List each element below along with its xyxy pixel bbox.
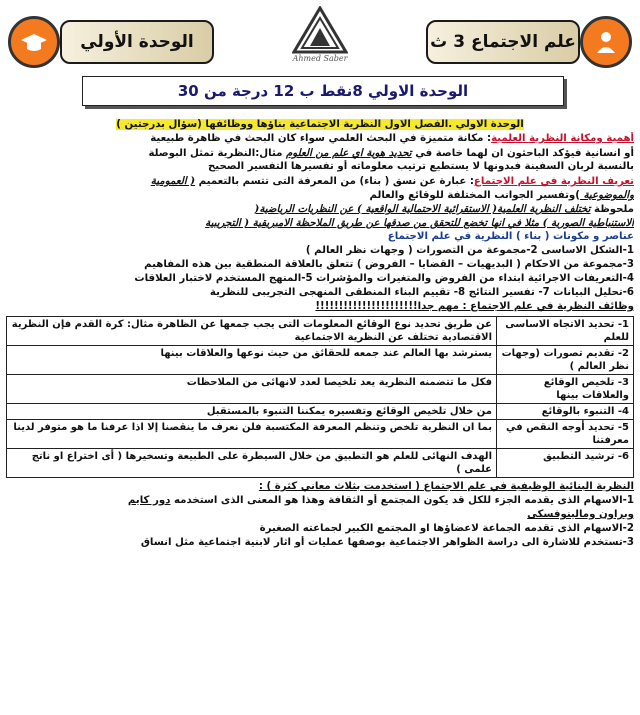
heading-structural-functional: النظرية البنائية الوظيفية في علم الاجتماع ( استخدمت بثلاث معاني كثرة ) :: [258, 481, 634, 492]
text-span: : مكانة متميزة في البحث العلمي سواء كان البحث في ظاهرة طبيعية: [150, 133, 492, 144]
text-span: 1-الشكل الاساسى 2-مجموعة من التصورات ( وجهات نظر العالم ): [305, 245, 634, 256]
text-span: )وتفسير الجوانب المختلفة للوقائع والعالم: [369, 190, 580, 201]
function-name: 5- تحديد أوجه النقص في معرفتنا: [497, 420, 634, 449]
text-line: [6, 174, 634, 188]
table-row: [7, 346, 634, 375]
text-span: 6-تحليل البيانات 7- تفسير النتائج 8- تقييم البناء المنطقى المنهجى التجريبى للنظرية: [209, 287, 634, 298]
text-span: والموضوعية: [579, 189, 634, 201]
function-name: 4- التنبوء بالوقائع: [497, 404, 634, 420]
text-span: مثال:النظرية تمثل البوصلة: [148, 148, 286, 159]
text-line: [6, 300, 634, 314]
text-line: [6, 160, 634, 174]
table-row: [7, 375, 634, 404]
table-row: [7, 420, 634, 449]
text-span: 1-الاسهام الذى يقدمه الجزء للكل قد يكون المجتمع أو الثقافة وهذا هو المعنى الذى استخدمه: [170, 495, 634, 506]
text-span: الاستنباطية الصورية ) مثلا في انها تخضع للتحقق من صدقها عن طريق الملاحظة الامبريقية ( التجريبية: [205, 217, 634, 229]
text-span: وبراون ومالينوفسكى: [527, 509, 634, 520]
text-line: [6, 216, 634, 230]
text-span: ( العمومية: [150, 175, 196, 187]
text-line: [6, 230, 634, 244]
page-title: [82, 76, 564, 106]
text-line: [6, 522, 634, 536]
chapter-heading: [6, 118, 634, 132]
text-line: [6, 188, 634, 202]
text-line: [6, 494, 634, 508]
unit-label: الوحدة الأولي: [80, 32, 194, 52]
text-line: [6, 202, 634, 216]
functions-table: [6, 316, 634, 478]
graduation-cap-icon: [8, 16, 60, 68]
table-row: [7, 404, 634, 420]
subject-label: علم الاجتماع 3 ث: [430, 32, 576, 52]
text-line: [6, 244, 634, 258]
subject-badge: [426, 20, 580, 64]
text-span: 2-الاسهام الذى تقدمه الجماعة لاعضاؤها او المجتمع الكبير لجماعته الصغيرة: [259, 523, 634, 534]
function-name: 2- تقديم تصورات (وجهات نظر العالم ): [497, 346, 634, 375]
teacher-icon: [580, 16, 632, 68]
triangle-logo-icon: [292, 6, 348, 54]
document-body: [6, 118, 634, 550]
heading-elements: عناصر و مكونات ( بناء ) النظرية في علم الاجتماع: [387, 231, 634, 242]
text-line: [6, 536, 634, 550]
heading-importance: أهمية ومكانة النظرية العلمية: [491, 133, 634, 144]
text-line: [6, 132, 634, 146]
table-row: [7, 449, 634, 478]
text-line: [6, 508, 634, 522]
function-name: 1- تحديد الاتجاه الاساسى للعلم: [497, 317, 634, 346]
text-span: أو انسانية فيؤكد الباحثون ان لهما خاصة في: [411, 148, 634, 159]
function-description: عن طريق تحديد نوع الوقائع المعلومات التى يجب جمعها عن الظاهرة مثال: كرة القدم فإن النظرية الاقتصادية تختلف عن النظرية الاجتماعية: [7, 317, 497, 346]
text-span: 4-التعريفات الاجرائية ابتداء من الفروض والمتغيرات والمؤشرات 5-المنهج المستخدم لاختبار العلاقات: [134, 273, 634, 284]
function-description: من خلال تلخيص الوقائع وتفسيره يمكننا التنبوء بالمستقبل: [7, 404, 497, 420]
text-span: : عبارة عن نسق ( بناء) من المعرفة التى تتسم بالتعميم: [195, 176, 474, 187]
function-description: يسترشد بها العالم عند جمعه للحقائق من حيث نوعها والعلاقات بينها: [7, 346, 497, 375]
function-name: 6- ترشيد التطبيق: [497, 449, 634, 478]
function-description: بما ان النظرية تلخص وتنظم المعرفة المكتسبة فلن نعرف ما ينقصنا إلا اذا عرفنا ما هو متوفر لدينا: [7, 420, 497, 449]
brand-logo: [282, 6, 358, 70]
text-line: [6, 480, 634, 494]
unit-badge: [60, 20, 214, 64]
heading-functions: وظائف النظرية في علم الاجتماع : مهم جدا!!!!!!!!!!!!!!!!!!!!!!: [315, 301, 634, 312]
text-span: بالنسبة لربان السفينة فبدونها لا يستطيع ترتيب معلوماته أو تفسيرها التفسير الصحيح: [207, 161, 634, 172]
title-text: الوحدة الاولي 8نقط ب 12 درجة من 30: [177, 82, 469, 100]
function-description: فكل ما تتضمنه النظرية يعد تلخيصا لعدد لانهائى من الملاحظات: [7, 375, 497, 404]
text-line: [6, 258, 634, 272]
text-span: تختلف النظرية العلمية( الاستقرائية الاحتمالية الواقعية ) عن النظريات الرياضية(: [254, 203, 591, 215]
text-span: دور كايم: [127, 495, 171, 506]
text-span: 3-تستخدم للاشارة الى دراسة الظواهر الاجتماعية بوصفها عمليات أو اثار لابنية اجتماعية مثل انساق: [140, 537, 634, 548]
text-line: [6, 146, 634, 160]
function-description: الهدف النهائى للعلم هو التطبيق من خلال السيطرة على الطبيعة وتسخيرها ( أى اختراع او ناتج علمى ): [7, 449, 497, 478]
logo-name: Ahmed Saber: [292, 54, 348, 63]
table-row: [7, 317, 634, 346]
function-name: 3- تلخيص الوقائع والعلاقات بينها: [497, 375, 634, 404]
text-span: ملحوظة: [590, 204, 634, 215]
header-banner: [0, 6, 640, 70]
text-span: تحديد هوية اي علم من العلوم: [286, 147, 412, 159]
text-line: [6, 272, 634, 286]
text-line: [6, 286, 634, 300]
chapter-heading-text: الوحدة الاولي .الفصل الاول النظرية الاجتماعية بناؤها ووظائفها (سؤال بدرجتين ): [116, 119, 524, 130]
text-span: 3-مجموعة من الاحكام ( البديهيات – القضايا – الفروض ) تتعلق بالعلاقة المنطقية بين هذه المفاهيم: [144, 259, 634, 270]
heading-definition: تعريف النظرية في علم الاجتماع: [473, 176, 634, 187]
